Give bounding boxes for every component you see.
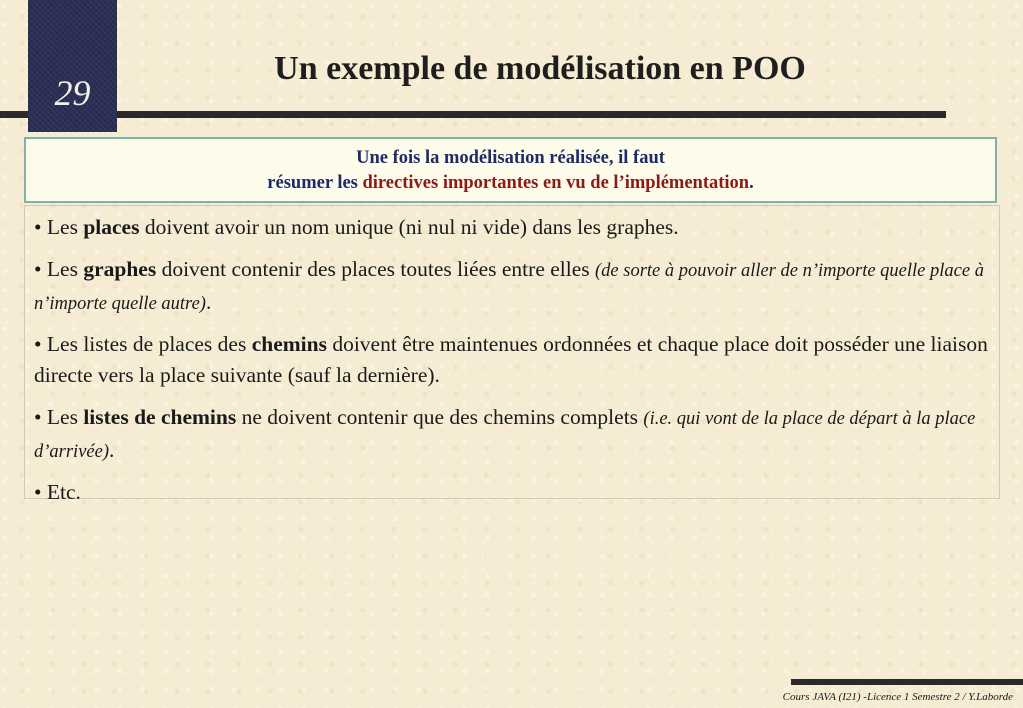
item-text: doivent contenir des places toutes liées entre elles <box>156 257 596 281</box>
bullet-marker: • <box>34 405 47 429</box>
header-line-2-prefix: résumer les <box>267 173 363 193</box>
item-text: ne doivent contenir que des chemins complets <box>236 405 644 429</box>
item-text: Les listes de places des <box>46 332 252 356</box>
item-keyword: places <box>83 215 140 239</box>
footer-credit: Cours JAVA (I21) -Licence 1 Semestre 2 / Y.Laborde <box>782 691 1013 703</box>
item-note: (i.e. qui vont de la place de départ à la place d’arrivée) <box>34 409 976 462</box>
item-note: (de sorte à pouvoir aller de n’importe quelle place à n’importe quelle autre) <box>34 261 984 314</box>
item-keyword: chemins <box>251 332 327 356</box>
header-accent-text: directives importantes en vu de l’implémentation <box>362 173 750 193</box>
item-keyword: listes de chemins <box>83 405 237 429</box>
footer-rule <box>791 679 1023 685</box>
bullet-marker: • <box>34 257 47 281</box>
directives-list <box>24 205 1000 504</box>
bullet-marker: • <box>34 215 47 239</box>
item-end: . <box>109 438 115 462</box>
list-item <box>34 254 991 320</box>
list-item <box>34 329 991 393</box>
item-text: Les <box>46 257 84 281</box>
item-text: Les <box>46 215 84 239</box>
slide-title: Un exemple de modélisation en POO <box>274 50 806 87</box>
list-item <box>34 402 991 468</box>
slide-number: 29 <box>54 73 91 113</box>
item-text: Etc. <box>46 480 81 504</box>
header-line-2 <box>26 171 995 196</box>
bullet-marker: • <box>34 480 47 504</box>
item-text: doivent être maintenues ordonnées et chaque place doit posséder une liaison directe vers la place suivante (sauf la dernière). <box>34 332 988 387</box>
title-rule <box>0 111 946 118</box>
bullet-marker: • <box>34 332 47 356</box>
item-keyword: graphes <box>83 257 157 281</box>
item-text: doivent avoir un nom unique (ni nul ni vide) dans les graphes. <box>139 215 679 239</box>
slide-number-block <box>28 0 117 132</box>
item-text: Les <box>46 405 84 429</box>
summary-header-box <box>24 137 997 203</box>
header-line-2-suffix: . <box>749 173 754 193</box>
list-item <box>34 212 991 245</box>
list-item <box>34 477 991 510</box>
header-line-1: Une fois la modélisation réalisée, il faut <box>356 148 665 168</box>
item-end: . <box>205 290 212 314</box>
